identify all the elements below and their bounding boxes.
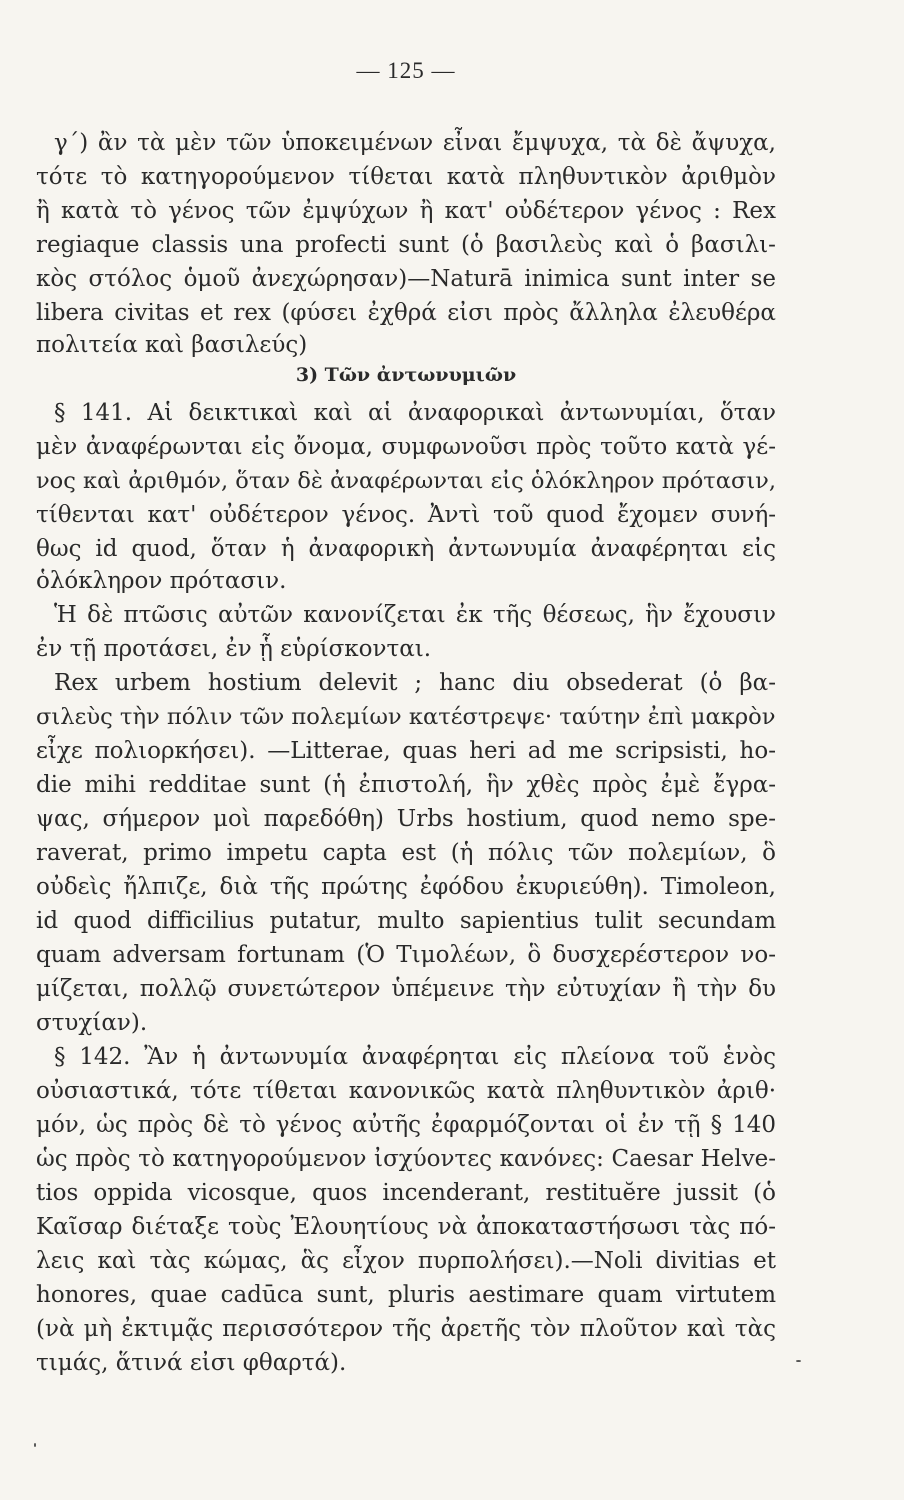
text-line: γ΄) ἂν τὰ μὲν τῶν ὑποκειμένων εἶναι ἔμψυχα, τὰ δὲ ἄψυχα, [54,130,776,156]
text-line: κὸς στόλος ὁμοῦ ἀνεχώρησαν)—Naturā inimica sunt inter se [36,266,776,292]
text-line: Καῖσαρ διέταξε τοὺς Ἐλουητίους νὰ ἀποκαταστήσωσι τὰς πό- [36,1214,777,1240]
text-line: στυχίαν). [36,1010,148,1036]
text-line: σιλεὺς τὴν πόλιν τῶν πολεμίων κατέστρεψε· ταύτην ἐπὶ μακρὸν [36,704,776,730]
text-line: die mihi redditae sunt (ἡ ἐπιστολή, ἣν χθὲς πρὸς ἐμὲ ἔγρα- [36,772,777,798]
paragraph-start-142: § 142. Ἂν ἡ ἀντωνυμία ἀναφέρηται εἰς πλείονα τοῦ ἑνὸς [54,1044,776,1070]
text-line: Rex urbem hostium delevit ; hanc diu obsederat (ὁ βα- [54,670,776,696]
text-line: οὐδεὶς ἤλπιζε, διὰ τῆς πρώτης ἐφόδου ἐκυριεύθη). Timoleon, [36,874,776,900]
text-line: regiaque classis una profecti sunt (ὁ βασιλεὺς καὶ ὁ βασιλι- [36,232,776,258]
text-line: θως id quod, ὅταν ἡ ἀναφορικὴ ἀντωνυμία ἀναφέρηται εἰς [36,536,776,562]
paragraph-start-141: § 141. Αἱ δεικτικαὶ καὶ αἱ ἀναφορικαὶ ἀντωνυμίαι, ὅταν [54,400,777,426]
text-line: μόν, ὡς πρὸς δὲ τὸ γένος αὐτῆς ἐφαρμόζονται οἱ ἐν τῇ § 140 [36,1112,776,1138]
print-speck [34,1443,36,1447]
text-line: ὡς πρὸς τὸ κατηγορούμενον ἰσχύοντες κανόνες: Caesar Helve- [36,1146,776,1172]
text-line: τότε τὸ κατηγορούμενον τίθεται κατὰ πληθυντικὸν ἀριθμὸν [36,164,776,190]
text-line: εἶχε πολιορκήσει). —Litterae, quas heri ad me scripsisti, ho- [36,738,776,764]
text-line: μίζεται, πολλῷ συνετώτερον ὑπέμεινε τὴν εὐτυχίαν ἢ τὴν δυ [36,976,777,1002]
text-line: ἐν τῇ προτάσει, ἐν ᾗ εὑρίσκονται. [36,636,432,662]
text-line: νος καὶ ἀριθμόν, ὅταν δὲ ἀναφέρωνται εἰς ὁλόκληρον πρότασιν, [36,468,777,494]
text-line: μὲν ἀναφέρωνται εἰς ὄνομα, συμφωνοῦσι πρὸς τοῦτο κατὰ γέ- [36,434,776,460]
text-line: λεις καὶ τὰς κώμας, ἃς εἶχον πυρπολήσει).—Noli divitias et [36,1248,777,1274]
text-line: οὐσιαστικά, τότε τίθεται κανονικῶς κατὰ πληθυντικὸν ἀριθ· [36,1078,777,1104]
page-number: — 125 — [356,58,456,83]
text-line: ὁλόκληρον πρότασιν. [36,568,287,594]
book-page [36,0,776,1500]
text-line: τιμάς, ἅτινά εἰσι φθαρτά). [36,1350,347,1376]
text-line: libera civitas et rex (φύσει ἐχθρά εἰσι πρὸς ἄλληλα ἐλευθέρα [36,300,776,326]
text-line: id quod difficilius putatur, multo sapientius tulit secundam [36,908,776,934]
text-line: τίθενται κατ' οὐδέτερον γένος. Ἀντὶ τοῦ quod ἔχομεν συνή- [36,502,777,528]
text-line: Ἡ δὲ πτῶσις αὐτῶν κανονίζεται ἐκ τῆς θέσεως, ἣν ἔχουσιν [54,602,777,628]
text-line: πολιτεία καὶ βασιλεύς) [36,332,308,358]
text-line: (νὰ μὴ ἐκτιμᾷς περισσότερον τῆς ἀρετῆς τὸν πλοῦτον καὶ τὰς [36,1316,777,1342]
text-line: ψας, σήμερον μοὶ παρεδόθη) Urbs hostium, quod nemo spe- [36,806,776,832]
text-line: ἢ κατὰ τὸ γένος τῶν ἐμψύχων ἢ κατ' οὐδέτερον γένος : Rex [36,198,776,224]
text-line: raverat, primo impetu capta est (ἡ πόλις τῶν πολεμίων, ὃ [36,840,776,866]
text-line: quam adversam fortunam (Ὁ Τιμολέων, ὃ δυσχερέστερον νο- [36,942,777,968]
text-line: tios oppida vicosque, quos incenderant, restituĕre jussit (ὁ [36,1180,776,1206]
print-speck [796,1360,801,1362]
section-heading: 3) Τῶν ἀντωνυμιῶν [295,364,517,386]
text-line: honores, quae cadūca sunt, pluris aestimare quam virtutem [36,1282,777,1308]
